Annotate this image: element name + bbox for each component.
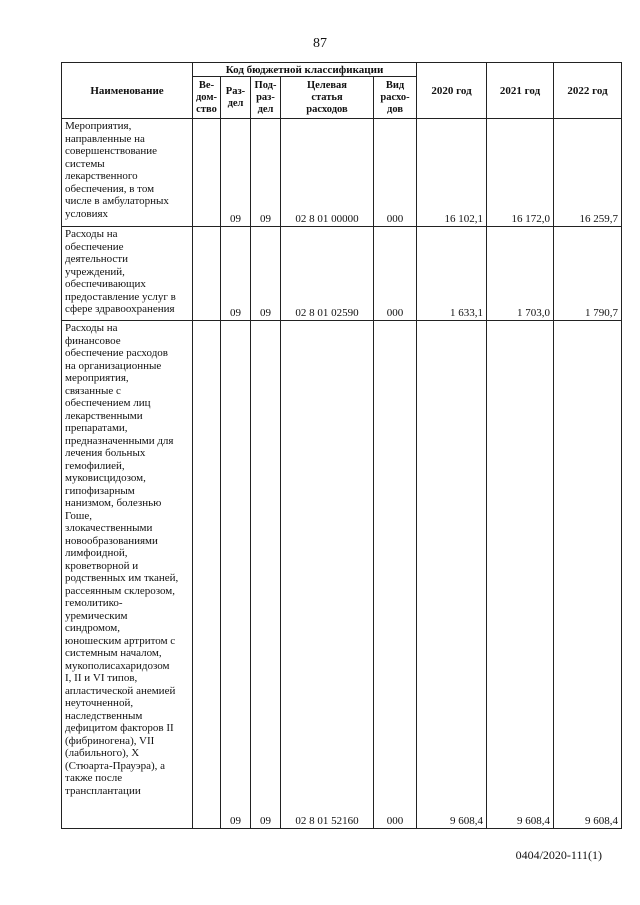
row-value-2021: 1 703,0 [487,227,554,321]
row-razdel: 09 [221,227,251,321]
header-podrazdel: Под- раз- дел [251,77,281,119]
row-target-article: 02 8 01 52160 [281,321,374,829]
row-razdel: 09 [221,119,251,227]
header-target-article: Целевая статья расходов [281,77,374,119]
row-expense-type: 000 [374,321,417,829]
document-code: 0404/2020-111(1) [515,848,602,862]
page-number: 87 [313,36,327,51]
header-classification-group: Код бюджетной классификации [193,63,417,77]
header-name: Наименование [62,63,193,119]
row-name: Расходы на финансовое обеспечение расходов на организационные мероприятия, связанные с обеспечением лиц лекарственными препаратами, предназначенными для лечения больных гемофилией, муковисцидозом, гипофизарным нанизмом, болезнью Гоше, злокачественными новообразованиями лимфоидной, кроветворной и родственных им тканей, рассеянным склерозом, гемолитико- уремическим синдромом, юношеским артритом с системным началом, мукополисахаридозом I, II и VI типов, апластической анемией неуточненной, наследственным дефицитом факторов II (фибриногена), VII (лабильного), X (Стюарта-Прауэра), а также после трансплантации [62,321,193,829]
table-row [62,119,622,227]
header-expense-type: Вид расхо- дов [374,77,417,119]
row-name: Расходы на обеспечение деятельности учреждений, обеспечивающих предоставление услуг в сфере здравоохранения [62,227,193,321]
header-razdel: Раз- дел [221,77,251,119]
header-2020: 2020 год [417,63,487,119]
row-vedomstvo [193,119,221,227]
row-podrazdel: 09 [251,227,281,321]
row-value-2021: 9 608,4 [487,321,554,829]
row-expense-type: 000 [374,227,417,321]
row-value-2022: 16 259,7 [554,119,622,227]
table-row [62,227,622,321]
row-name: Мероприятия, направленные на совершенствование системы лекарственного обеспечения, в том числе в амбулаторных условиях [62,119,193,227]
row-podrazdel: 09 [251,119,281,227]
row-vedomstvo [193,321,221,829]
row-value-2021: 16 172,0 [487,119,554,227]
row-expense-type: 000 [374,119,417,227]
budget-table [61,62,622,829]
row-value-2022: 1 790,7 [554,227,622,321]
row-value-2020: 16 102,1 [417,119,487,227]
header-2022: 2022 год [554,63,622,119]
row-value-2020: 1 633,1 [417,227,487,321]
row-podrazdel: 09 [251,321,281,829]
table-row [62,321,622,829]
row-value-2022: 9 608,4 [554,321,622,829]
header-vedomstvo: Ве- дом- ство [193,77,221,119]
header-2021: 2021 год [487,63,554,119]
row-value-2020: 9 608,4 [417,321,487,829]
row-vedomstvo [193,227,221,321]
row-target-article: 02 8 01 00000 [281,119,374,227]
row-target-article: 02 8 01 02590 [281,227,374,321]
row-razdel: 09 [221,321,251,829]
